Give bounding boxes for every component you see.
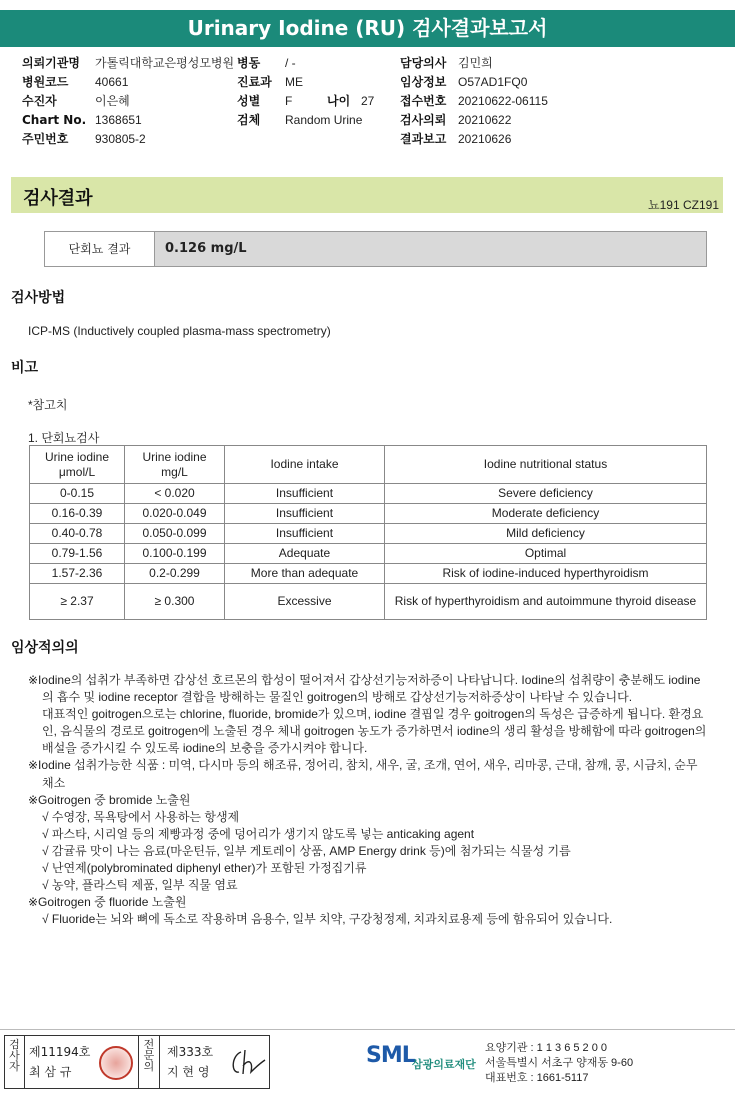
table-title: 1. 단회뇨검사	[28, 431, 100, 445]
info-label: 결과보고	[400, 132, 447, 146]
list-item: √ 파스타, 시리얼 등의 제빵과정 중에 덩어리가 생기지 않도록 넣는 anticaking agent	[42, 826, 475, 841]
list-item: √ 감귤류 맛이 나는 음료(마운틴듀, 일부 게토레이 상품, AMP Energy drink 등)에 첨가되는 식물성 기름	[42, 843, 571, 858]
table-cell: 0.79-1.56	[30, 544, 125, 564]
table-cell: Severe deficiency	[385, 484, 707, 504]
result-heading-band	[11, 177, 723, 213]
table-cell: Insufficient	[225, 504, 385, 524]
table-row	[30, 484, 707, 504]
table-cell: 0.40-0.78	[30, 524, 125, 544]
table-cell: 1.57-2.36	[30, 564, 125, 584]
table-cell: 0.16-0.39	[30, 504, 125, 524]
header-umol: Urine iodine μmol/L	[30, 446, 125, 484]
table-row	[30, 564, 707, 584]
list-item: √ 수영장, 목욕탕에서 사용하는 항생제	[42, 809, 240, 824]
table-row	[30, 504, 707, 524]
info-value: 930805-2	[95, 132, 146, 146]
table-row	[30, 584, 707, 620]
table-cell: 0.020-0.049	[125, 504, 225, 524]
address-line: 대표번호 : 1661-5117	[485, 1072, 589, 1084]
info-value: 이은혜	[95, 94, 130, 108]
result-label: 단회뇨 결과	[45, 232, 155, 266]
list-item: √ 농약, 플라스틱 제품, 일부 직물 염료	[42, 878, 238, 893]
table-cell: More than adequate	[225, 564, 385, 584]
clinical-heading: 임상적의의	[11, 640, 79, 656]
table-cell: 0-0.15	[30, 484, 125, 504]
address-line: 요양기관 : 1 1 3 6 5 2 0 0	[485, 1042, 608, 1054]
info-value: 20210626	[458, 132, 512, 146]
info-value: 20210622	[458, 113, 512, 127]
approver-name: 지 현 영	[167, 1065, 210, 1079]
info-label: 임상정보	[400, 75, 447, 89]
inspector-label: 검사자	[5, 1036, 25, 1088]
company-logo	[366, 1043, 476, 1071]
table-cell: < 0.020	[125, 484, 225, 504]
table-row	[30, 524, 707, 544]
list-item: √ Fluoride는 뇌와 뼈에 독소로 작용하며 음용수, 일부 치약, 구강청정제, 치과치료용제 등에 함유되어 있습니다.	[42, 912, 613, 927]
header-mgl: Urine iodine mg/L	[125, 446, 225, 484]
table-cell: Moderate deficiency	[385, 504, 707, 524]
footer-divider	[0, 1029, 735, 1030]
table-cell: Mild deficiency	[385, 524, 707, 544]
table-cell: 0.2-0.299	[125, 564, 225, 584]
info-label: 성별	[237, 94, 261, 108]
result-box	[44, 231, 707, 267]
method-text: ICP-MS (Inductively coupled plasma-mass spectrometry)	[28, 324, 331, 338]
table-cell: Risk of iodine-induced hyperthyroidism	[385, 564, 707, 584]
clinical-paragraph: ※Iodine 섭취가능한 식품 : 미역, 다시마 등의 해조류, 정어리, 참치, 새우, 굴, 조개, 연어, 새우, 리마콩, 근대, 참깨, 콩, 시금치, 순무채소	[28, 758, 698, 790]
report-title: Urinary Iodine (RU) 검사결과보고서	[0, 10, 735, 47]
info-column-2	[237, 54, 374, 130]
info-value: ME	[285, 75, 303, 89]
table-cell: Insufficient	[225, 484, 385, 504]
table-cell: Adequate	[225, 544, 385, 564]
info-label: 담당의사	[400, 56, 447, 70]
reference-note: *참고치	[28, 398, 68, 412]
signature-box	[4, 1035, 270, 1089]
table-cell: 0.050-0.099	[125, 524, 225, 544]
info-value: Random Urine	[285, 113, 363, 127]
info-value: 1368651	[95, 113, 142, 127]
inspector-info	[29, 1042, 90, 1082]
table-cell: 0.100-0.199	[125, 544, 225, 564]
info-value: 40661	[95, 75, 129, 89]
test-code: 뇨191 CZ191	[648, 198, 719, 212]
seal-icon	[99, 1046, 133, 1080]
table-cell: Optimal	[385, 544, 707, 564]
header-intake: Iodine intake	[225, 446, 385, 484]
info-label: 검사의뢰	[400, 113, 447, 127]
info-label: 검체	[237, 113, 261, 127]
table-cell: ≥ 2.37	[30, 584, 125, 620]
info-label: 주민번호	[22, 132, 69, 146]
clinical-paragraph: ※Goitrogen 중 fluoride 노출원	[28, 895, 187, 910]
method-heading: 검사방법	[11, 290, 66, 306]
approver-info	[167, 1042, 213, 1082]
info-value: / -	[285, 56, 296, 70]
address-line: 서울특별시 서초구 양재동 9-60	[485, 1057, 634, 1069]
info-value: 김민희	[458, 56, 493, 70]
info-label: 병원코드	[22, 75, 69, 89]
table-cell: Risk of hyperthyroidism and autoimmune thyroid disease	[385, 584, 707, 620]
organization-name: 삼광의료재단	[412, 1058, 476, 1071]
clinical-paragraph: ※Iodine의 섭취가 부족하면 갑상선 호르몬의 합성이 떨어져서 갑상선기능저하증이 나타납니다. Iodine의 섭취량이 충분해도 iodine의 흡수 및 iodine receptor 결합을 방해하는 물질인 goitrogen의 방해로 갑상선기능저하증상이 나타날 수 있습니다.	[28, 673, 701, 705]
info-value: F	[285, 94, 293, 108]
table-row	[30, 544, 707, 564]
approver-label: 전문의	[138, 1036, 160, 1088]
logo-text: SML	[366, 1043, 415, 1068]
info-column-3	[400, 54, 548, 149]
header-status: Iodine nutritional status	[385, 446, 707, 484]
info-label: 진료과	[237, 75, 272, 89]
reference-table	[29, 445, 707, 620]
info-value: 20210622-06115	[458, 94, 548, 108]
age-value: 27	[361, 94, 375, 108]
list-item: √ 난연제(polybrominated diphenyl ether)가 포함된 가정집기류	[42, 861, 367, 876]
info-column-1	[22, 54, 234, 149]
info-label: 접수번호	[400, 94, 447, 108]
table-cell: Insufficient	[225, 524, 385, 544]
info-value: O57AD1FQ0	[458, 75, 528, 89]
result-value: 0.126 mg/L	[155, 232, 706, 266]
table-cell: Excessive	[225, 584, 385, 620]
age-label: 나이	[327, 94, 351, 108]
organization-address	[485, 1041, 633, 1086]
info-value: 가톨릭대학교은평성모병원	[95, 56, 235, 70]
signature-icon	[229, 1048, 267, 1078]
info-label: 병동	[237, 56, 261, 70]
table-cell: ≥ 0.300	[125, 584, 225, 620]
clinical-paragraph: 대표적인 goitrogen으로는 chlorine, fluoride, bromide가 있으며, iodine 결핍일 경우 goitrogen의 독성은 급증하게 됩니다. 환경요인, 음식물의 경로로 goitrogen에 노출된 경우 체내 goitrogen 농도가 증가하면서 iodine의 생리 활성을 방해함에 따라 goitrogen의 배설을 증가시킬 수 있도록 iodine의 보충을 증가시켜야 합니다.	[42, 707, 707, 756]
info-label: 의뢰기관명	[22, 56, 80, 70]
remarks-heading: 비고	[11, 360, 39, 376]
result-heading: 검사결과	[23, 188, 93, 209]
info-label: Chart No.	[22, 113, 87, 127]
inspector-number: 제11194호	[29, 1045, 91, 1059]
approver-number: 제333호	[167, 1045, 214, 1059]
clinical-paragraph: ※Goitrogen 중 bromide 노출원	[28, 792, 191, 807]
info-label: 수진자	[22, 94, 57, 108]
table-header-row	[30, 446, 707, 484]
inspector-name: 최 삼 규	[29, 1065, 72, 1079]
clinical-text	[28, 672, 708, 928]
